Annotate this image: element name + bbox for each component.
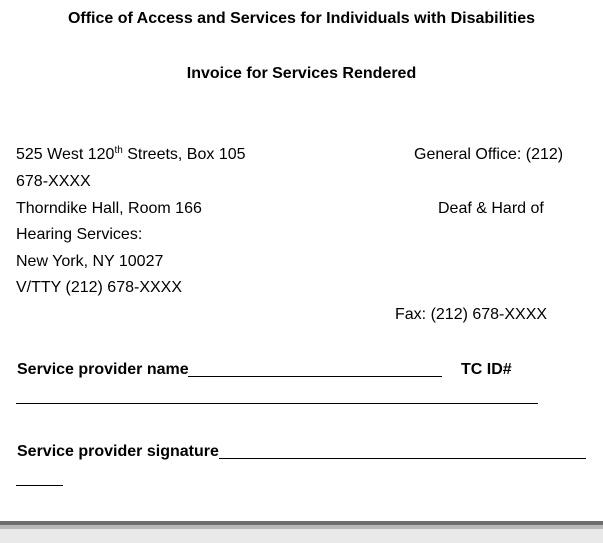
- hearing-services-label: Hearing Services:: [16, 226, 143, 243]
- page-edge-light: [0, 529, 603, 543]
- address-city-line: New York, NY 10027: [16, 253, 164, 270]
- tc-id-line[interactable]: [16, 403, 538, 404]
- provider-name-label: Service provider name: [17, 361, 189, 378]
- page-bottom-edge: [0, 521, 603, 543]
- address-line-1-superscript: th: [114, 145, 123, 156]
- provider-signature-label: Service provider signature: [17, 443, 219, 460]
- address-line-1-suffix: Streets, Box 105: [122, 146, 246, 163]
- general-office-phone: General Office: (212): [414, 146, 564, 163]
- address-line-2: Thorndike Hall, Room 166: [16, 200, 202, 217]
- provider-signature-line[interactable]: [219, 458, 586, 459]
- general-office-phone-continued: 678-XXXX: [16, 173, 91, 190]
- office-title: Office of Access and Services for Individuals with Disabilities: [67, 10, 536, 27]
- invoice-title: Invoice for Services Rendered: [186, 65, 417, 82]
- tc-id-label: TC ID#: [461, 361, 512, 378]
- address-line-1-prefix: 525 West 120: [16, 146, 115, 163]
- vtty-phone: V/TTY (212) 678-XXXX: [16, 279, 182, 296]
- provider-name-line[interactable]: [188, 376, 442, 377]
- provider-signature-line-continued[interactable]: [16, 485, 63, 486]
- fax-number: Fax: (212) 678-XXXX: [395, 306, 548, 323]
- deaf-hard-of-label: Deaf & Hard of: [438, 200, 544, 217]
- address-line-1: [16, 146, 246, 164]
